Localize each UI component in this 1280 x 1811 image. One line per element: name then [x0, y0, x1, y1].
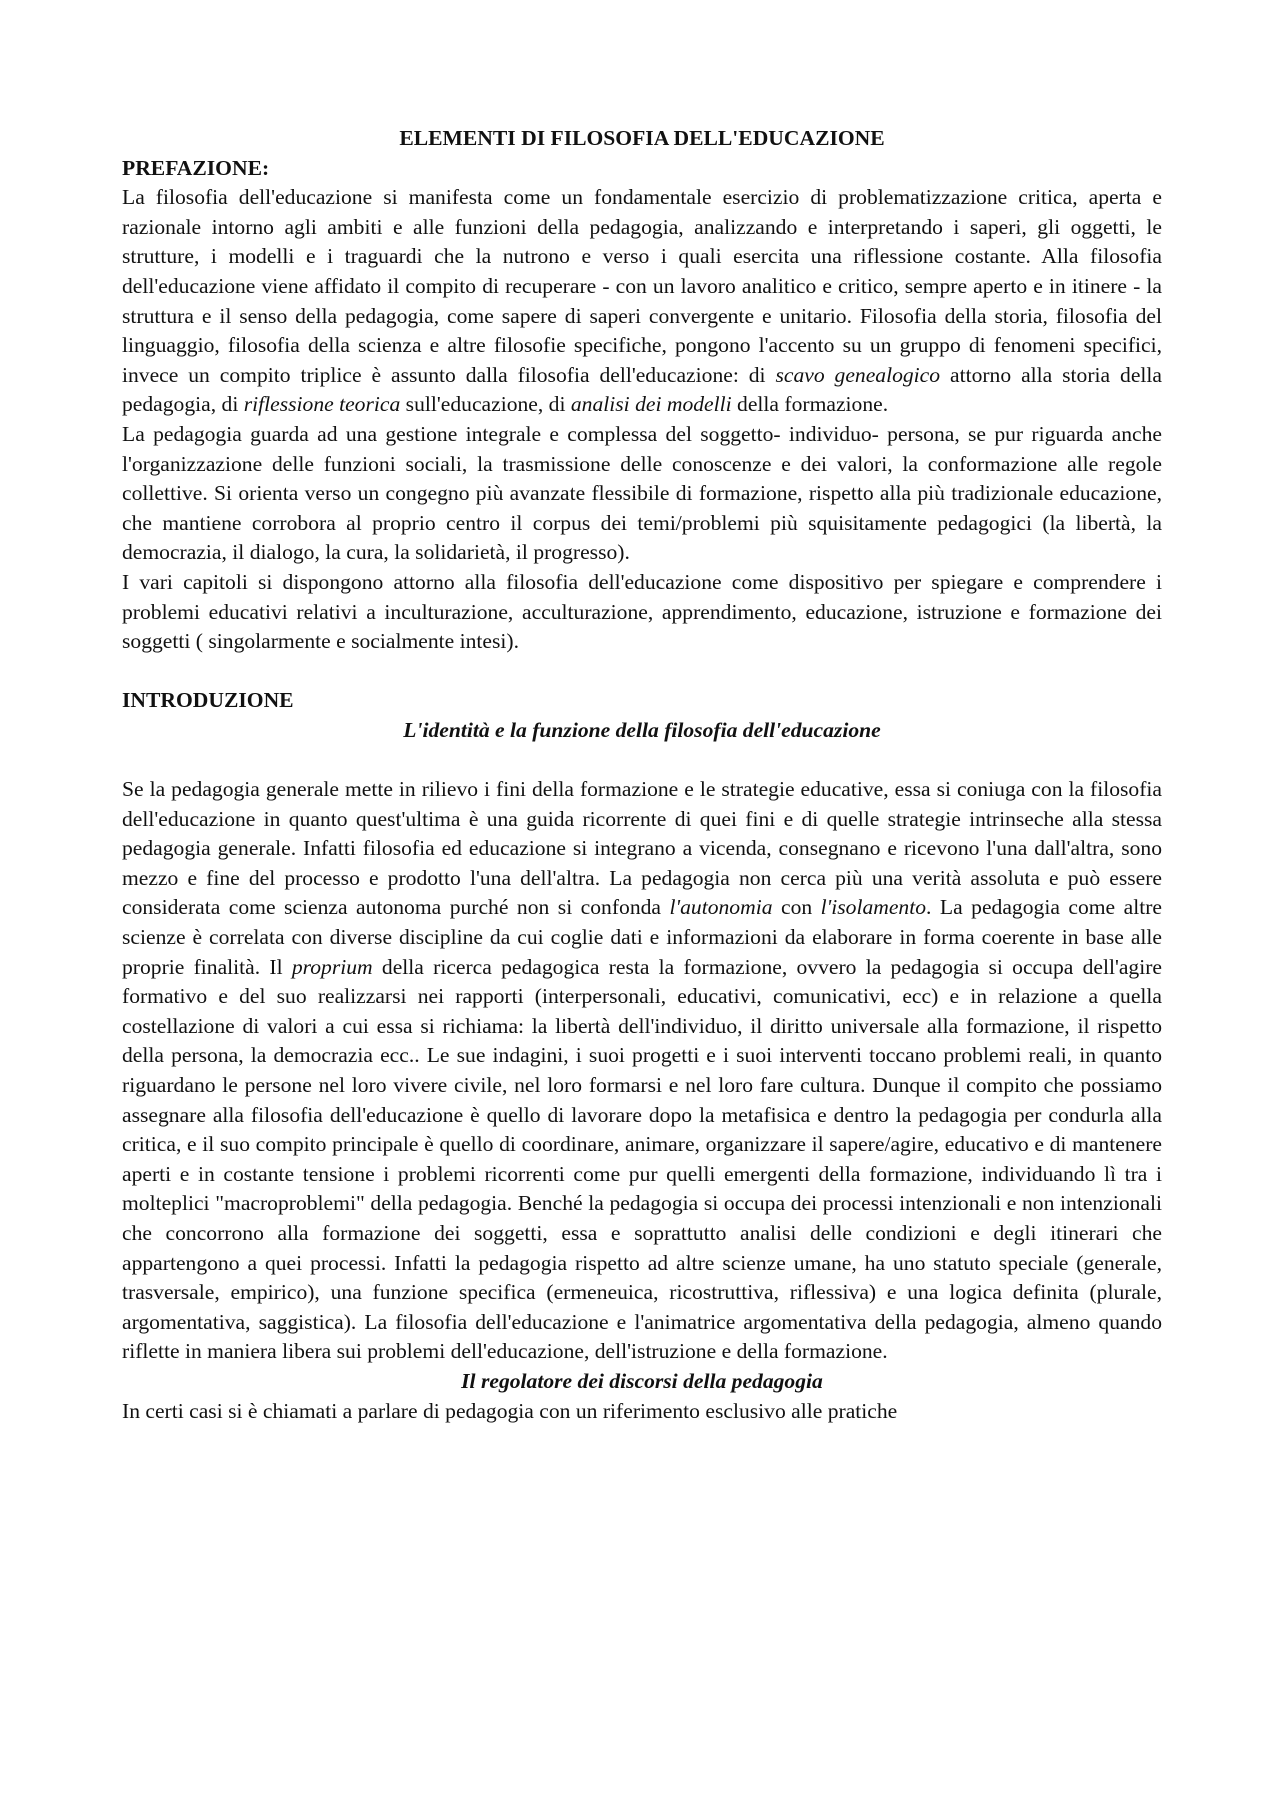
emphasis-run: proprium [291, 954, 373, 979]
preface-paragraph-1 [122, 183, 1162, 420]
text-run: La filosofia dell'educazione si manifesta come un fondamentale esercizio di problematizzazione critica, aperta e razionale intorno agli ambiti e alle funzioni della pedagogia, analizzando e interpretando i saperi, gli oggetti, le strutture, i modelli e i traguardi che la nutrono e verso i quali esercita una riflessione costante. Alla filosofia dell'educazione viene affidato il compito di recuperare - con un lavoro analitico e critico, sempre aperto e in itinere - la struttura e il senso della pedagogia, come sapere di saperi convergente e unitario. Filosofia della storia, filosofia del linguaggio, filosofia della scienza e altre filosofie specifiche, pongono l'accento su un gruppo di fenomeni specifici, invece un compito triplice è assunto dalla filosofia dell'educazione: di [122, 185, 1162, 387]
paragraph-gap [122, 745, 1162, 775]
document-title: ELEMENTI DI FILOSOFIA DELL'EDUCAZIONE [399, 126, 885, 150]
text-run: attorno alla storia della pedagogia, di [122, 362, 1162, 417]
emphasis-run: l'isolamento [820, 895, 927, 920]
text-run: Se la pedagogia generale mette in rilievo i fini della formazione e le strategie educative, essa si coniuga con la filosofia dell'educazione in quanto quest'ultima è una guida ricorrente di quei fini e di quelle strategie intrinseche alla stessa pedagogia generale. Infatti filosofia ed educazione si integrano a vicenda, consegnano e ricevono l'una dall'altra, sono mezzo e fine del processo e prodotto l'una dell'altra. La pedagogia non cerca più una verità assoluta e può essere considerata come scienza autonoma purché non si confonda [122, 777, 1162, 920]
text-run: della ricerca pedagogica resta la formazione, ovvero la pedagogia si occupa dell'agire formativo e del suo realizzarsi nei rapporti (interpersonali, educativi, comunicativi, ecc) e in relazione a quella costellazione di valori a cui essa si richiama: la libertà dell'individuo, il diritto universale alla formazione, il rispetto della persona, la democrazia ecc.. Le sue indagini, i suoi progetti e i suoi interventi toccano problemi reali, in quanto riguardano le persone nel loro vivere civile, nel loro formarsi e nel loro fare cultura. Dunque il compito che possiamo assegnare alla filosofia dell'educazione è quello di lavorare dopo la metafisica e dentro la pedagogia per condurla alla critica, e il suo compito principale è quello di coordinare, animare, organizzare il sapere/agire, educativo e di mantenere aperti e in costante tensione i problemi ricorrenti come pur quelli emergenti della formazione, individuando lì tra i molteplici "macroproblemi" della pedagogia. Benché la pedagogia si occupa dei processi intenzionali e non intenzionali che concorrono alla formazione dei soggetti, essa e soprattutto analisi delle condizioni e degli itinerari che appartengono a quei processi. Infatti la pedagogia rispetto ad altre scienze umane, ha uno statuto speciale (generale, trasversale, empirico), una funzione specifica (ermeneuica, ricostruttiva, riflessiva) e una logica definita (plurale, argomentativa, saggistica). La filosofia dell'educazione e l'animatrice argomentativa della pedagogia, almeno quando riflette in maniera libera sui problemi dell'educazione, dell'istruzione e della formazione. [122, 954, 1163, 1364]
text-run: della formazione. [731, 392, 889, 417]
preface-paragraph-3: I vari capitoli si dispongono attorno alla filosofia dell'educazione come dispositivo per spiegare e comprendere i problemi educativi relativi a inculturazione, acculturazione, apprendimento, educazione, istruzione e formazione dei soggetti ( singolarmente e socialmente intesi). [122, 569, 1162, 654]
emphasis-run: riflessione teorica [243, 392, 401, 417]
introduction-paragraph-2: In certi casi si è chiamati a parlare di pedagogia con un riferimento esclusivo alle pratiche [122, 1398, 898, 1423]
preface-paragraph-2: La pedagogia guarda ad una gestione integrale e complessa del soggetto- individuo- persona, se pur riguarda anche l'organizzazione delle funzioni sociali, la trasmissione delle conoscenze e dei valori, la conformazione alle regole collettive. Si orienta verso un congegno più avanzate flessibile di formazione, rispetto alla più tradizionale educazione, che mantiene corrobora al proprio centro il corpus dei temi/problemi più squisitamente pedagogici (la libertà, la democrazia, il dialogo, la cura, la solidarietà, il progresso). [122, 421, 1162, 565]
emphasis-run: scavo genealogico [775, 362, 941, 387]
document-page [122, 124, 1162, 1426]
text-run: con [772, 895, 821, 920]
introduction-heading: INTRODUZIONE [122, 688, 294, 713]
section-subtitle-regolatore: Il regolatore dei discorsi della pedagogia [461, 1368, 823, 1393]
emphasis-run: l'autonomia [669, 895, 773, 920]
text-run: sull'educazione, di [400, 392, 571, 417]
introduction-paragraph-1 [122, 775, 1162, 1367]
emphasis-run: analisi dei modelli [570, 392, 732, 417]
introduction-subtitle: L'identità e la funzione della filosofia dell'educazione [403, 717, 881, 742]
text-run: . La pedagogia come altre scienze è correlata con diverse discipline da cui coglie dati e informazioni da elaborare in forma coerente in base alle proprie finalità. Il [122, 895, 1162, 979]
preface-heading: PREFAZIONE: [122, 155, 270, 180]
